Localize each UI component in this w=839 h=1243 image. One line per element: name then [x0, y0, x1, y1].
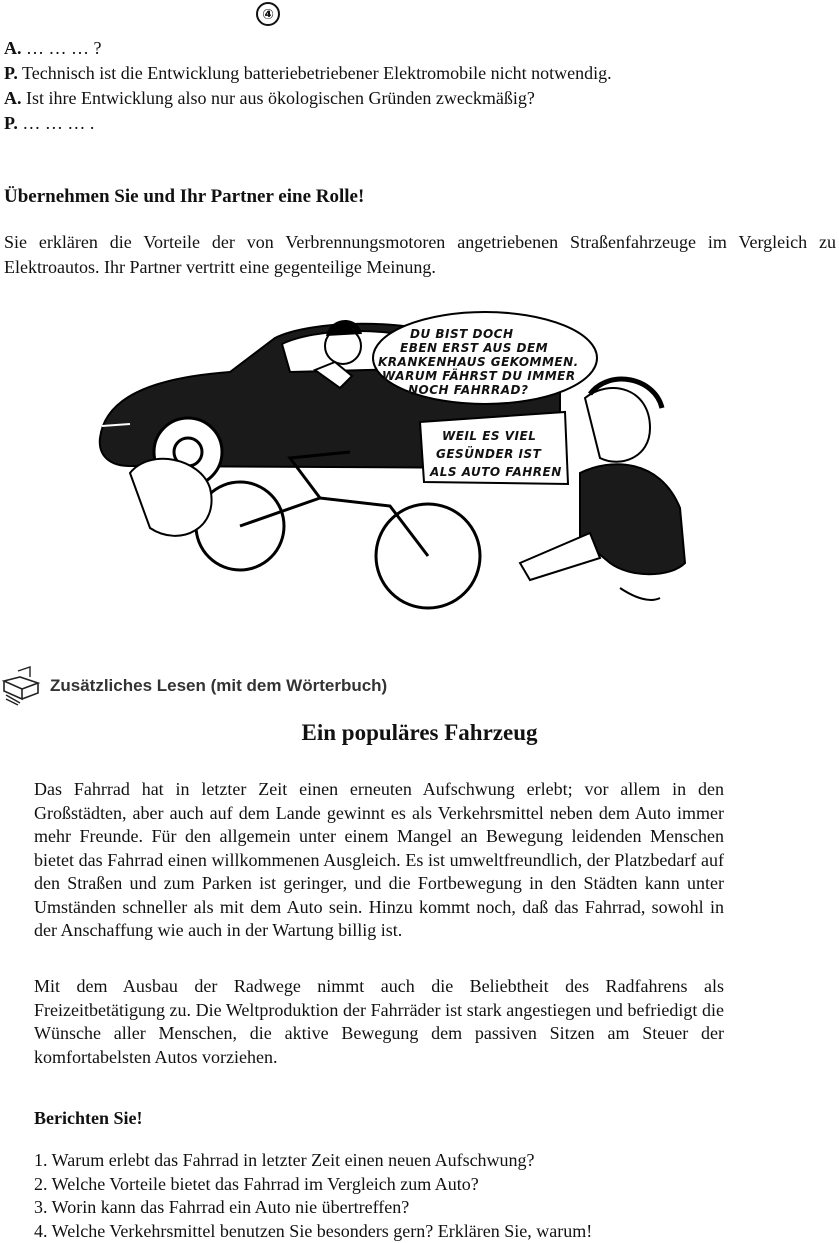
speaker-label: P.	[4, 63, 18, 83]
dialog-text: Technisch ist die Entwicklung batteriebetriebener Elektromobile nicht notwendig.	[18, 63, 612, 83]
role-play-title: Übernehmen Sie und Ihr Partner eine Rolle!	[4, 186, 364, 208]
speech-bubble-driver	[373, 312, 597, 404]
exercise-number: ④	[256, 2, 280, 26]
bubble-line: KRANKENHAUS GEKOMMEN.	[378, 355, 579, 369]
question-item: 4. Welche Verkehrsmittel benutzen Sie besonders gern? Erklären Sie, warum!	[34, 1220, 592, 1243]
open-book-icon	[0, 665, 44, 709]
speaker-label: P.	[4, 113, 18, 133]
bubble-line: ALS AUTO FAHREN	[429, 465, 562, 479]
speech-bubble-cyclist	[420, 412, 568, 484]
dialog-text: … … … ?	[22, 38, 102, 58]
speaker-label: A.	[4, 88, 22, 108]
questions-list	[34, 1149, 592, 1243]
cartoon-illustration	[90, 298, 690, 613]
article-paragraph: Das Fahrrad hat in letzter Zeit einen erneuten Aufschwung erlebt; vor allem in den Großstädten, aber auch auf dem Lande gewinnt es als Verkehrsmittel neben dem Auto immer mehr Freunde. Für den allgemein unter einem Mangel an Bewegung leidenden Menschen bietet das Fahrrad einen willkommenen Ausgleich. Es ist umweltfreundlich, der Platzbedarf auf den Straßen und zum Parken ist geringer, und die Fortbewegung in den Städten kann unter Umständen schneller als mit dem Auto sein. Hinzu kommt noch, daß das Fahrrad, sowohl in der Anschaffung wie auch in der Wartung billig ist.	[34, 778, 724, 943]
questions-title: Berichten Sie!	[34, 1108, 142, 1129]
question-item: 1. Warum erlebt das Fahrrad in letzter Zeit einen neuen Aufschwung?	[34, 1149, 592, 1173]
bubble-line: WEIL ES VIEL	[442, 429, 536, 443]
dialog-text: … … … .	[18, 113, 95, 133]
section-label: Zusätzliches Lesen (mit dem Wörterbuch)	[50, 676, 387, 696]
bubble-line: WARUM FÄHRST DU IMMER	[382, 368, 576, 383]
article-paragraph: Mit dem Ausbau der Radwege nimmt auch die Beliebtheit des Radfahrens als Freizeitbetätigung zu. Die Weltproduktion der Fahrräder ist stark angestiegen und befriedigt die Wünsche aller Menschen, die aktive Bewegung dem passiven Sitzen am Steuer der komfortabelsten Autos vorziehen.	[34, 975, 724, 1069]
dialog-line	[4, 36, 102, 60]
bubble-line: DU BIST DOCH	[410, 327, 514, 341]
bubble-line: EBEN ERST AUS DEM	[400, 341, 548, 355]
dialog-text: Ist ihre Entwicklung also nur aus ökologischen Gründen zweckmäßig?	[22, 88, 535, 108]
question-item: 2. Welche Vorteile bietet das Fahrrad im Vergleich zum Auto?	[34, 1173, 592, 1197]
article-title: Ein populäres Fahrzeug	[0, 720, 839, 746]
bubble-line: GESÜNDER IST	[436, 446, 542, 461]
dialog-line	[4, 61, 612, 85]
bubble-line: NOCH FAHRRAD?	[408, 383, 528, 397]
dialog-line	[4, 111, 94, 135]
speaker-label: A.	[4, 38, 22, 58]
question-item: 3. Worin kann das Fahrrad ein Auto nie übertreffen?	[34, 1196, 592, 1220]
role-play-text: Sie erklären die Vorteile der von Verbrennungsmotoren angetriebenen Straßenfahrzeuge im Vergleich zu Elektroautos. Ihr Partner vertritt eine gegenteilige Meinung.	[4, 230, 836, 280]
dialog-line	[4, 86, 535, 110]
